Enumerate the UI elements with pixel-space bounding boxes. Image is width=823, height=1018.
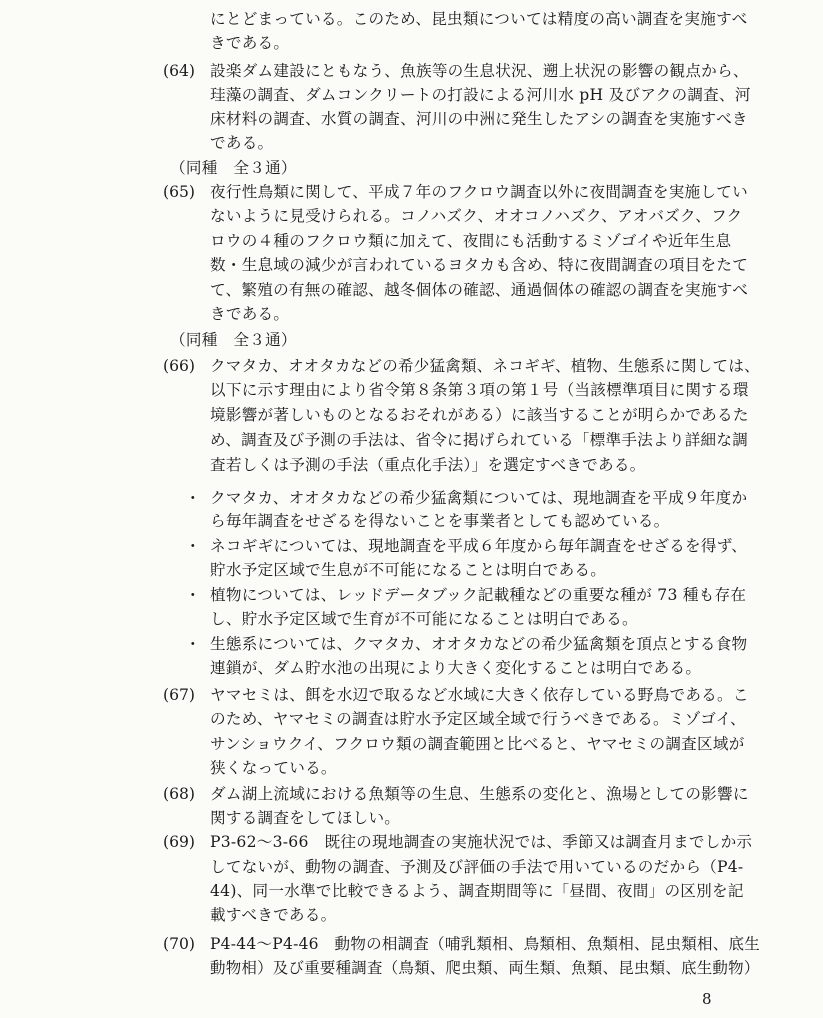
text-line: 動物相）及び重要種調査（鳥類、爬虫類、両生類、魚類、昆虫類、底生動物）: [210, 959, 760, 977]
text-line: ダム湖上流域における魚類等の生息、生態系の変化と、漁場としての影響に: [210, 785, 749, 803]
text-line: にとどまっている。このため、昆虫類については精度の高い調査を実施すべ: [210, 10, 748, 28]
bullet-3: ・: [185, 586, 201, 604]
text-line: 境影響が著しいものとなるおそれがある）に該当することが明らかであるた: [210, 406, 749, 424]
text-line: 連鎖が、ダム貯水池の出現により大きく変化することは明白である。: [210, 659, 702, 677]
text-line: 生態系については、クマタカ、オオタカなどの希少猛禽類を頂点とする食物: [210, 635, 748, 653]
bullet-4: ・: [185, 635, 201, 653]
text-line: ネコギギについては、現地調査を平成６年度から毎年調査をせざるを得ず、: [210, 537, 748, 555]
same-type-note: （同種 全３通）: [170, 331, 297, 349]
item-number-70: (70): [163, 935, 196, 953]
text-line: クマタカ、オオタカなどの希少猛禽類、ネコギギ、植物、生態系に関しては、: [210, 357, 760, 375]
page-number: 8: [702, 990, 712, 1008]
item-number-65: (65): [163, 183, 196, 201]
text-line: 設楽ダム建設にともなう、魚族等の生息状況、遡上状況の影響の観点から、: [210, 62, 749, 80]
bullet-2: ・: [185, 537, 201, 555]
text-line: P4-44～P4-46 動物の相調査（哺乳類相、鳥類相、魚類相、昆虫類相、底生: [210, 935, 761, 953]
text-line: 床材料の調査、水質の調査、河川の中洲に発生したアシの調査を実施すべき: [210, 110, 748, 128]
text-line: 数・生息域の減少が言われているヨタカも含め、特に夜間調査の項目をたて: [210, 256, 749, 274]
text-line: 狭くなっている。: [210, 759, 337, 777]
text-line: 査若しくは予測の手法（重点化手法）」を選定すべきである。: [210, 456, 646, 474]
text-line: 植物については、レッドデータブック記載種などの重要な種が 73 種も存在: [210, 586, 747, 604]
text-line: し、貯水予定区域で生育が不可能になることは明白である。: [210, 610, 638, 628]
text-line: め、調査及び予測の手法は、省令に掲げられている「標準手法より詳細な調: [210, 431, 749, 449]
text-line: ヤマセミは、餌を水辺で取るなど水域に大きく依存している野鳥である。こ: [210, 686, 749, 704]
text-line: きである。: [210, 34, 290, 52]
text-line: ロウの４種のフクロウ類に加えて、夜間にも活動するミゾゴイや近年生息: [210, 232, 732, 250]
item-number-64: (64): [163, 62, 196, 80]
text-line: ら毎年調査をせざるを得ないことを事業者としても認めている。: [210, 512, 670, 530]
text-line: P3-62～3-66 既往の現地調査の実施状況では、季節又は調査月までしか示: [210, 833, 753, 851]
same-type-note: （同種 全３通）: [170, 159, 297, 177]
text-line: きである。: [210, 305, 290, 323]
text-line: て、繁殖の有無の確認、越冬個体の確認、通過個体の確認の調査を実施すべ: [210, 281, 749, 299]
text-line: 貯水予定区域で生息が不可能になることは明白である。: [210, 561, 607, 579]
text-line: 44)、同一水準で比較できるよう、調査期間等に「昼間、夜間」の区別を記: [210, 882, 744, 900]
text-line: 夜行性鳥類に関して、平成７年のフクロウ調査以外に夜間調査を実施してい: [210, 183, 748, 201]
item-number-68: (68): [163, 785, 196, 803]
text-line: ないように見受けられる。コノハズク、オオコノハズク、アオバズク、フク: [210, 207, 743, 225]
bullet-1: ・: [185, 489, 201, 507]
text-line: サンショウクイ、フクロウ類の調査範囲と比べると、ヤマセミの調査区域が: [210, 735, 745, 753]
text-line: 珪藻の調査、ダムコンクリートの打設による河川水 pH 及びアクの調査、河: [210, 86, 751, 104]
text-line: してないが、動物の調査、予測及び評価の手法で用いているのだから（P4-: [210, 858, 744, 876]
item-number-67: (67): [163, 686, 196, 704]
text-line: のため、ヤマセミの調査は貯水予定区域全域で行うべきである。ミゾゴイ、: [210, 710, 746, 728]
item-number-69: (69): [163, 833, 196, 851]
text-line: 載すべきである。: [210, 906, 337, 924]
text-line: 関する調査をしてほしい。: [210, 809, 401, 827]
text-line: である。: [210, 134, 274, 152]
item-number-66: (66): [163, 357, 196, 375]
text-line: クマタカ、オオタカなどの希少猛禽類については、現地調査を平成９年度か: [210, 489, 748, 507]
text-line: 以下に示す理由により省令第８条第３項の第１号（当該標準項目に関する環: [210, 381, 749, 399]
